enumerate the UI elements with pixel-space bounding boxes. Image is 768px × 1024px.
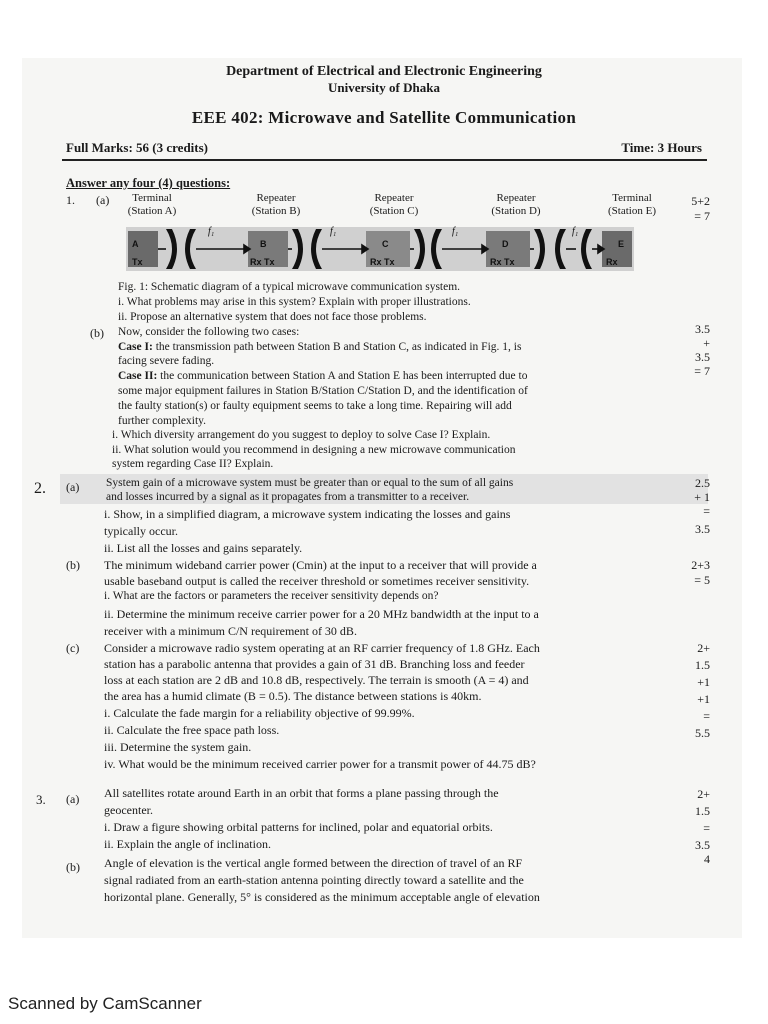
station-label-e: Terminal (Station E) [608,192,656,217]
fig-caption: Fig. 1: Schematic diagram of a typical microwave communication system. [118,281,461,293]
full-marks: Full Marks: 56 (3 credits) [66,140,209,155]
freq-label-2: f₁ [330,226,337,237]
q2c-line1: Consider a microwave radio system operating at an RF carrier frequency of 1.8 GHz. Each [104,641,540,655]
station-c-rxtx: Rx Tx [370,257,395,267]
station-label-d: Repeater (Station D) [491,192,541,217]
q1b-case2-line4: further complexity. [118,415,207,427]
station-b-code: B [260,239,267,249]
q3b-marks: 4 [704,852,710,866]
q2a-part-i-line2: typically occur. [104,524,178,538]
question-2-number: 2. [34,480,46,497]
q2c-part-iii: iii. Determine the system gain. [104,740,252,754]
station-e-code: E [618,239,625,249]
q3a-label: (a) [66,792,80,806]
q1a-marks: 5+2 = 7 [691,194,710,223]
q3b-label: (b) [66,860,80,874]
microwave-link-diagram [126,225,634,273]
q2b-line2: usable baseband output is called the receiver threshold or sometimes receiver sensitivity. [104,574,530,588]
q2b-marks: 2+3 = 5 [691,558,710,587]
station-label-a: Terminal (Station A) [127,192,177,217]
q2c-label: (c) [66,641,80,655]
q2a-label: (a) [66,480,80,494]
q3b-line2: signal radiated from an earth-station antenna pointing directly toward a satellite and the [104,873,524,887]
q3b-line1: Angle of elevation is the vertical angle formed between the direction of travel of an RF [104,856,523,870]
exam-time: Time: 3 Hours [621,140,702,155]
q3a-line1: All satellites rotate around Earth in an orbit that forms a plane passing through the [104,786,499,800]
q1b-label: (b) [90,326,104,340]
q3a-part-ii: ii. Explain the angle of inclination. [104,837,271,851]
station-b-rxtx: Rx Tx [250,257,275,267]
q1b-case2-line3: the faulty station(s) or faulty equipment seems to take a long time. Repairing will add [118,400,512,412]
q1a-part-i: i. What problems may arise in this system? Explain with proper illustrations. [118,296,471,308]
q1b-case1-line1: Case I: the transmission path between Station B and Station C, as indicated in Fig. 1, is [118,341,522,353]
station-label-c: Repeater (Station C) [369,192,419,217]
scanner-watermark: Scanned by CamScanner [8,994,202,1013]
q2b-line1: The minimum wideband carrier power (Cmin) at the input to a receiver that will provide a [104,558,537,572]
q2a-part-i-line1: i. Show, in a simplified diagram, a microwave system indicating the losses and gains [104,507,511,521]
station-d-code: D [502,239,509,249]
question-1a-label: (a) [96,193,110,207]
q2b-part-ii-line2: receiver with a minimum C/N requirement of 30 dB. [104,624,357,638]
q2b-part-i: i. What are the factors or parameters the receiver sensitivity depends on? [104,590,439,602]
department-heading: Department of Electrical and Electronic Engineering [226,64,542,79]
q1b-part-i: i. Which diversity arrangement do you suggest to deploy to solve Case I? Explain. [112,429,491,441]
station-a-tx: Tx [132,257,143,267]
q3b-line3: horizontal plane. Generally, 5° is considered as the minimum acceptable angle of elevation [104,890,540,904]
q2c-line3: loss at each station are 2 dB and 10.8 dB, respectively. The terrain is smooth (A = 4) and [104,673,529,687]
university-heading: University of Dhaka [328,80,440,95]
q2c-part-ii: ii. Calculate the free space path loss. [104,723,280,737]
q2c-part-i: i. Calculate the fade margin for a reliability objective of 99.99%. [104,706,415,720]
q2b-part-ii-line1: ii. Determine the minimum receive carrier power for a 20 MHz bandwidth at the input to a [104,607,539,621]
q1b-case1-line2: facing severe fading. [118,355,215,367]
q1b-case2-line2: some major equipment failures in Station B/Station C/Station D, and the identification of [118,385,528,397]
station-a-code: A [132,239,139,249]
q2c-line4: the area has a humid climate (B = 0.5). The distance between stations is 40km. [104,689,482,703]
q1b-intro: Now, consider the following two cases: [118,326,300,338]
q1b-marks: 3.5 + 3.5 = 7 [694,322,710,378]
q2c-marks: 2+ 1.5 +1 +1 = 5.5 [695,641,710,740]
station-label-b: Repeater (Station B) [251,192,301,217]
q3a-part-i: i. Draw a figure showing orbital patterns for inclined, polar and equatorial orbits. [104,820,493,834]
q2a-part-ii: ii. List all the losses and gains separately. [104,541,303,555]
q2b-label: (b) [66,558,80,572]
freq-label-4: f₁ [572,226,579,237]
q1a-part-ii: ii. Propose an alternative system that does not face those problems. [118,311,427,323]
q2a-line2: and losses incurred by a signal as it propagates from a transmitter to a receiver. [106,491,470,503]
q1b-part-ii-line1: ii. What solution would you recommend in designing a new microwave communication [112,444,516,456]
station-e-rx: Rx [606,257,618,267]
station-d-rxtx: Rx Tx [490,257,515,267]
question-1-number: 1. [66,193,75,207]
q3a-line2: geocenter. [104,803,153,817]
question-3-number: 3. [36,792,46,807]
q2a-marks: 2.5 + 1 = 3.5 [694,476,710,536]
q2c-line2: station has a parabolic antenna that provides a gain of 31 dB. Branching loss and feeder [104,657,525,671]
header-rule [62,159,707,161]
q3a-marks: 2+ 1.5 = 3.5 [695,787,710,852]
freq-label-1: f₁ [208,226,215,237]
q2c-part-iv: iv. What would be the minimum received carrier power for a transmit power of 44.75 dB? [104,757,536,771]
station-c-code: C [382,239,389,249]
instruction: Answer any four (4) questions: [66,176,231,190]
q1b-case2-line1: Case II: the communication between Station A and Station E has been interrupted due to [118,370,528,382]
q1b-part-ii-line2: system regarding Case II? Explain. [112,458,274,470]
course-title: EEE 402: Microwave and Satellite Communication [191,108,577,127]
q2a-line1: System gain of a microwave system must be greater than or equal to the sum of all gains [106,477,514,489]
freq-label-3: f₁ [452,226,459,237]
